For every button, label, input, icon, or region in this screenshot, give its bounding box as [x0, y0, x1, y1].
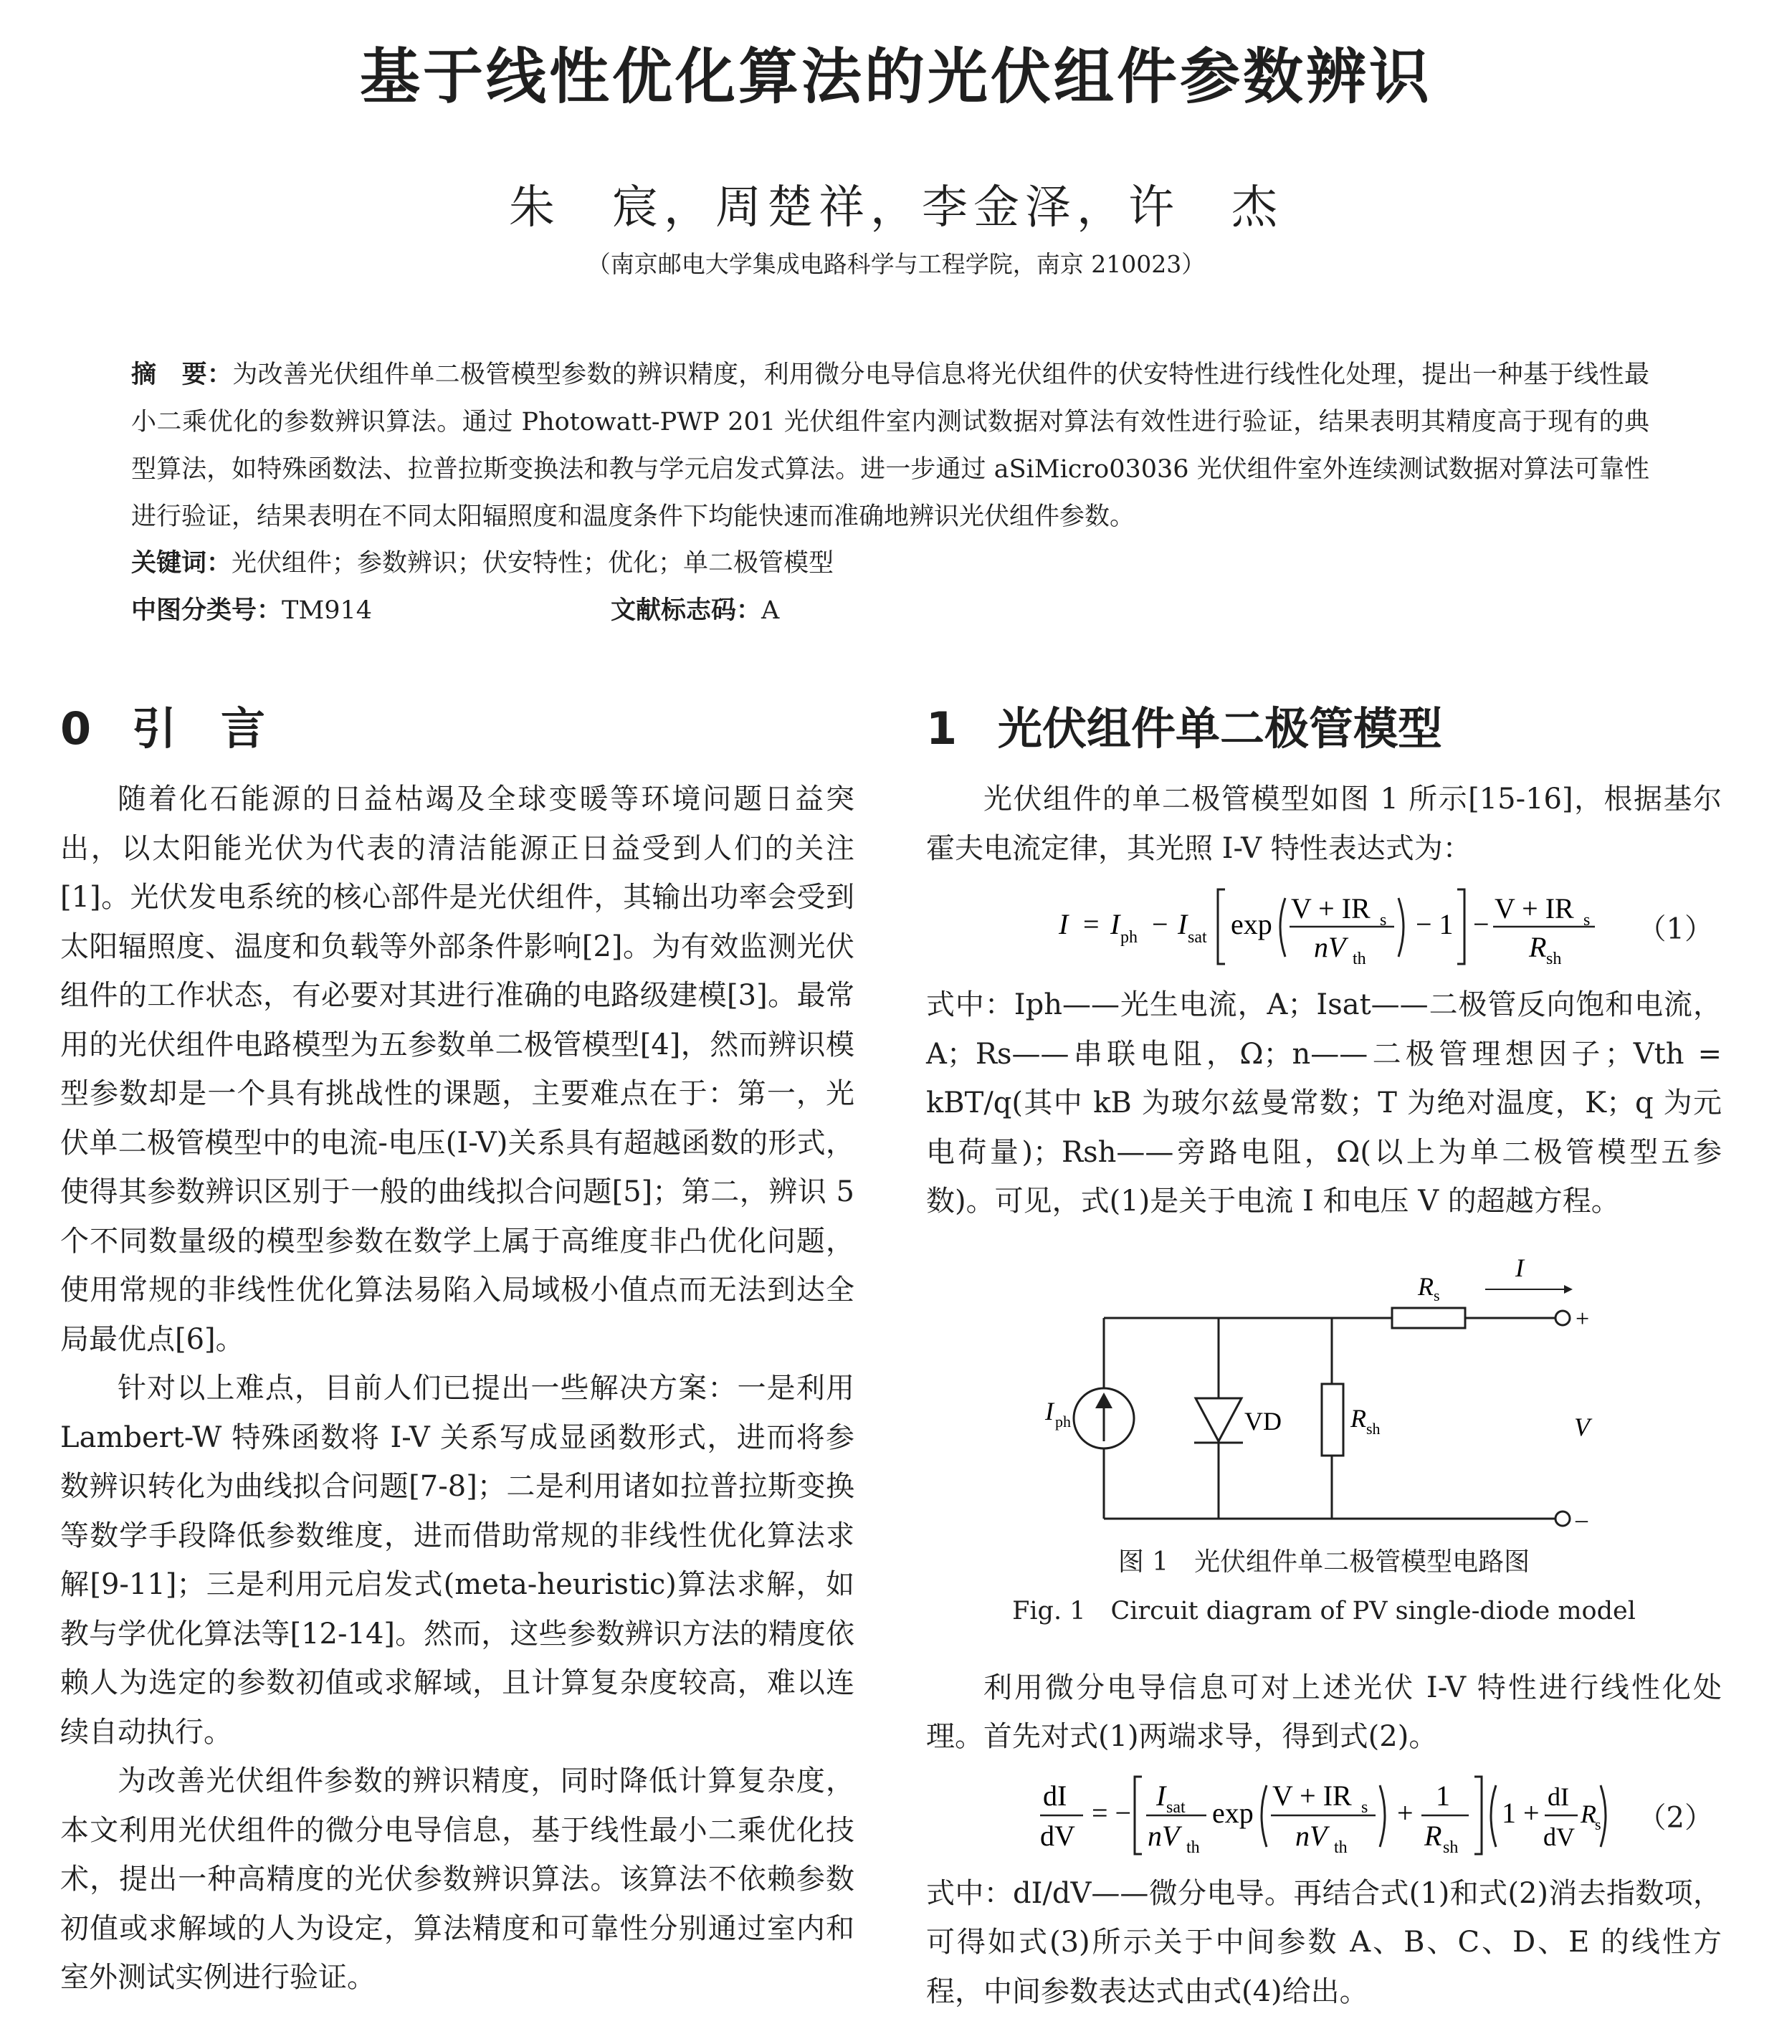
right-column: [926, 699, 1722, 2016]
model-paragraph-1: 光伏组件的单二极管模型如图 1 所示[15-16]，根据基尔霍夫电流定律，其光照 I-V 特性表达式为：: [926, 783, 1722, 865]
svg-text:dI: dI: [1043, 1779, 1067, 1812]
svg-text:V: V: [1574, 1412, 1590, 1441]
equation-1-number: （1）: [1637, 912, 1713, 946]
abstract: [131, 351, 1649, 540]
svg-text:s: s: [1595, 1815, 1601, 1833]
svg-text:th: th: [1334, 1838, 1348, 1857]
svg-text:=: =: [1083, 908, 1100, 940]
section-1-number: 1: [926, 702, 958, 755]
section-0-title: 引 言: [132, 702, 266, 755]
model-paragraph-3: 利用微分电导信息可对上述光伏 I-V 特性进行线性化处理。首先对式(1)两端求导，得到式(2)。: [926, 1671, 1722, 1753]
svg-text:1 +: 1 +: [1502, 1796, 1540, 1829]
svg-text:R: R: [1529, 931, 1547, 963]
left-column: [60, 699, 854, 2002]
svg-text:1: 1: [1436, 1779, 1450, 1812]
svg-text:nV: nV: [1148, 1819, 1180, 1852]
section-1-title: 光伏组件单二极管模型: [998, 702, 1443, 755]
svg-text:−: −: [1473, 908, 1490, 940]
svg-text:ph: ph: [1120, 928, 1138, 947]
equation-2-formula: [1037, 1765, 1611, 1866]
model-paragraph-2: 式中：Iph——光生电流，A；Isat——二极管反向饱和电流，A；Rs——串联电阻，Ω；n——二极管理想因子；Vth = kBT/q(其中 kB 为玻尔兹曼常数；T 为绝对温度，K；q 为元电荷量)；Rsh——旁路电阻，Ω(以上为单二极管模型五参数)。可见，式(1)是关于电流 I 和电压 V 的超越方程。: [926, 988, 1722, 1218]
svg-text:V + IR: V + IR: [1291, 892, 1371, 925]
paper-title: 基于线性优化算法的光伏组件参数辨识: [359, 42, 1432, 112]
rs-resistor: [1392, 1308, 1465, 1328]
clc-label: 中图分类号：: [131, 596, 282, 625]
svg-text:R: R: [1424, 1819, 1442, 1852]
svg-text:exp: exp: [1212, 1796, 1254, 1829]
equation-1: [926, 873, 1722, 980]
section-0-number: 0: [60, 702, 92, 755]
svg-text:s: s: [1583, 911, 1591, 930]
figure-1: [926, 1233, 1722, 1635]
svg-text:V + IR: V + IR: [1272, 1779, 1352, 1812]
svg-text:I: I: [1156, 1779, 1166, 1812]
svg-text:exp: exp: [1231, 908, 1272, 940]
doc-code-value: A: [761, 596, 780, 625]
svg-text:nV: nV: [1295, 1819, 1328, 1852]
keywords-line: [131, 543, 834, 579]
keywords: 光伏组件；参数辨识；伏安特性；优化；单二极管模型: [232, 549, 834, 578]
clc-line: [131, 591, 372, 626]
svg-text:R: R: [1418, 1271, 1434, 1301]
equation-2-number: （2）: [1637, 1801, 1713, 1834]
section-0-heading: [60, 699, 854, 759]
svg-text:th: th: [1186, 1838, 1200, 1857]
negative-terminal: [1555, 1511, 1570, 1526]
svg-text:nV: nV: [1314, 931, 1346, 963]
svg-text:–: –: [1576, 1506, 1588, 1533]
svg-text:+: +: [1397, 1796, 1414, 1829]
svg-text:I: I: [1178, 908, 1188, 940]
svg-text:I: I: [1110, 908, 1120, 940]
abstract-text: 为改善光伏组件单二极管模型参数的辨识精度，利用微分电导信息将光伏组件的伏安特性进行线性化处理，提出一种基于线性最小二乘优化的参数辨识算法。通过 Photowatt-PWP 201 光伏组件室内测试数据对算法有效性进行验证，结果表明其精度高于现有的典型算法，如特殊函数法、拉普拉斯变换法和教与学元启发式算法。进一步通过 aSiMicro03036 光伏组件室外连续测试数据对算法可靠性进行验证，结果表明在不同太阳辐照度和温度条件下均能快速而准确地辨识光伏组件参数。: [131, 360, 1649, 531]
abstract-label: 摘 要：: [131, 360, 233, 389]
svg-text:I: I: [1059, 908, 1069, 940]
doc-code-label: 文献标志码：: [611, 596, 762, 625]
affiliation: （南京邮电大学集成电路科学与工程学院，南京 210023）: [586, 250, 1206, 278]
svg-text:sh: sh: [1366, 1419, 1381, 1438]
svg-text:R: R: [1350, 1403, 1366, 1433]
positive-terminal: [1555, 1311, 1570, 1325]
svg-text:V + IR: V + IR: [1495, 892, 1574, 925]
svg-text:−: −: [1152, 908, 1168, 940]
svg-text:= −: = −: [1092, 1796, 1132, 1829]
model-paragraph-4: 式中：dI/dV——微分电导。再结合式(1)和式(2)消去指数项，可得如式(3)所示关于中间参数 A、B、C、D、E 的线性方程，中间参数表达式由式(4)给出。: [926, 1876, 1722, 2008]
svg-text:I: I: [1045, 1396, 1054, 1425]
svg-text:s: s: [1434, 1286, 1440, 1304]
svg-text:dV: dV: [1543, 1822, 1575, 1851]
clc-value: TM914: [282, 596, 373, 625]
equation-2: [926, 1762, 1722, 1869]
svg-text:sh: sh: [1546, 950, 1562, 968]
rsh-resistor: [1322, 1384, 1343, 1456]
svg-text:VD: VD: [1244, 1406, 1282, 1436]
svg-text:th: th: [1353, 950, 1366, 968]
svg-text:dI: dI: [1548, 1782, 1569, 1811]
keywords-label: 关键词：: [131, 549, 232, 578]
intro-paragraph-1: 随着化石能源的日益枯竭及全球变暖等环境问题日益突出，以太阳能光伏为代表的清洁能源正日益受到人们的关注[1]。光伏发电系统的核心部件是光伏组件，其输出功率会受到太阳辐照度、温度和负载等外部条件影响[2]。为有效监测光伏组件的工作状态，有必要对其进行准确的电路级建模[3]。最常用的光伏组件电路模型为五参数单二极管模型[4]，然而辨识模型参数却是一个具有挑战性的课题，主要难点在于：第一，光伏单二极管模型中的电流-电压(I-V)关系具有超越函数的形式，使得其参数辨识区别于一般的曲线拟合问题[5]；第二，辨识 5 个不同数量级的模型参数在数学上属于高维度非凸优化问题，使用常规的非线性优化算法易陷入局域极小值点而无法到达全局最优点[6]。: [60, 783, 854, 1356]
svg-text:+: +: [1576, 1305, 1590, 1332]
figure-1-caption-cn: 图 1 光伏组件单二极管模型电路图: [1117, 1547, 1530, 1577]
svg-text:sh: sh: [1443, 1838, 1459, 1857]
svg-text:sat: sat: [1166, 1797, 1186, 1817]
authors: 朱 宸，周楚祥，李金泽，许 杰: [509, 181, 1283, 234]
equation-1-formula: [1052, 877, 1596, 977]
svg-text:s: s: [1361, 1797, 1368, 1817]
diode: [1196, 1398, 1241, 1441]
intro-paragraph-2: 针对以上难点，目前人们已提出一些解决方案：一是利用 Lambert-W 特殊函数将 I-V 关系写成显函数形式，进而将参数辨识转化为曲线拟合问题[7-8]；二是利用诸如拉普拉斯变换等数学手段降低参数维度，进而借助常规的非线性优化算法求解[9-11]；三是利用元启发式(meta-heuristic)算法求解，如教与学优化算法等[12-14]。然而，这些参数辨识方法的精度依赖人为选定的参数初值或求解域，且计算复杂度较高，难以连续自动执行。: [60, 1372, 854, 1749]
svg-text:− 1: − 1: [1416, 908, 1454, 940]
circuit-diagram: [926, 1233, 1722, 1534]
doc-code-line: [611, 591, 779, 626]
section-1-heading: [926, 699, 1722, 759]
svg-text:ph: ph: [1055, 1412, 1071, 1431]
svg-text:I: I: [1515, 1253, 1524, 1282]
figure-1-caption-en: Fig. 1 Circuit diagram of PV single-diode model: [1012, 1596, 1636, 1625]
svg-text:s: s: [1380, 911, 1387, 930]
svg-text:dV: dV: [1040, 1819, 1075, 1852]
svg-text:R: R: [1581, 1799, 1596, 1828]
intro-paragraph-3: 为改善光伏组件参数的辨识精度，同时降低计算复杂度，本文利用光伏组件的微分电导信息，基于线性最小二乘优化技术，提出一种高精度的光伏参数辨识算法。该算法不依赖参数初值或求解域的人为设定，算法精度和可靠性分别通过室内和室外测试实例进行验证。: [60, 1764, 854, 1994]
svg-text:sat: sat: [1188, 928, 1207, 947]
